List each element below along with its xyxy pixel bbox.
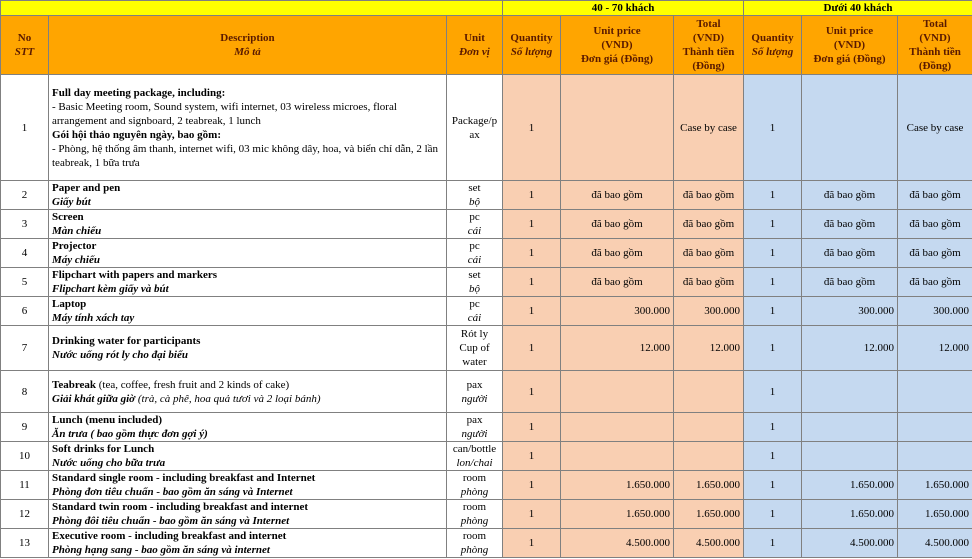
row-qty-2: 1 [744,529,802,558]
row-total-2: đã bao gồm [898,239,972,268]
row-qty-1: 1 [503,297,561,326]
row-no: 12 [1,500,49,529]
row-unit: room phòng [447,500,503,529]
row-qty-2: 1 [744,268,802,297]
row-price-2 [802,371,898,413]
row-qty-1: 1 [503,442,561,471]
row-total-2 [898,442,972,471]
row-description: Full day meeting package, including: - Basic Meeting room, Sound system, wifi internet, 03 wireless microes, floral arrangement and signboard, 2 teabreak, 1 lunch Gói hội thảo nguyên ngày, bao gồm: - Phòng, hệ thống âm thanh, internet wifi, 03 mic không dây, hoa, và biển chỉ dẫn, 2 lần teabreak, 1 bữa trưa [49,75,447,181]
row-price-2: đã bao gồm [802,181,898,210]
table-row [1,297,972,326]
row-total-2: 4.500.000 [898,529,972,558]
row-total-1 [674,413,744,442]
row-price-2: 12.000 [802,326,898,371]
row-price-2: đã bao gồm [802,239,898,268]
col-header-description: Description Mô tả [49,16,447,75]
row-no: 13 [1,529,49,558]
row-price-1 [561,75,674,181]
row-description: Soft drinks for Lunch Nước uống cho bữa trưa [49,442,447,471]
col-header-no: No STT [1,16,49,75]
row-description: Projector Máy chiếu [49,239,447,268]
group-header-under-40: Dưới 40 khách [744,1,972,16]
table-row [1,371,972,413]
row-qty-2: 1 [744,75,802,181]
row-total-1: 1.650.000 [674,471,744,500]
row-qty-1: 1 [503,268,561,297]
row-total-2: 1.650.000 [898,500,972,529]
row-description: Flipchart with papers and markers Flipchart kèm giấy và bút [49,268,447,297]
table-row [1,210,972,239]
row-total-2: 12.000 [898,326,972,371]
row-total-1: 12.000 [674,326,744,371]
row-description: Paper and pen Giấy bút [49,181,447,210]
table-row [1,442,972,471]
row-total-1: 1.650.000 [674,500,744,529]
group-header-row [1,1,972,16]
row-qty-2: 1 [744,371,802,413]
row-qty-2: 1 [744,442,802,471]
row-price-1: đã bao gồm [561,181,674,210]
row-price-1: đã bao gồm [561,239,674,268]
row-qty-1: 1 [503,500,561,529]
row-price-2: 300.000 [802,297,898,326]
row-price-2 [802,413,898,442]
row-total-2: đã bao gồm [898,268,972,297]
row-price-1: 1.650.000 [561,500,674,529]
row-description: Standard single room - including breakfast and Internet Phòng đơn tiêu chuẩn - bao gồm ăn sáng và Internet [49,471,447,500]
row-qty-2: 1 [744,413,802,442]
row-price-2 [802,75,898,181]
row-no: 6 [1,297,49,326]
row-unit: pc cái [447,210,503,239]
column-header-row [1,16,972,75]
table-row [1,471,972,500]
row-description: Drinking water for participants Nước uống rót ly cho đại biểu [49,326,447,371]
row-qty-1: 1 [503,181,561,210]
col-header-unit-price-1: Unit price (VND) Đơn giá (Đồng) [561,16,674,75]
row-description: Lunch (menu included) Ăn trưa ( bao gồm thực đơn gợi ý) [49,413,447,442]
col-header-quantity-1: Quantity Số lượng [503,16,561,75]
row-no: 3 [1,210,49,239]
row-unit: can/bottle lon/chai [447,442,503,471]
row-no: 2 [1,181,49,210]
row-unit: set bộ [447,268,503,297]
row-total-2: đã bao gồm [898,210,972,239]
row-price-1: đã bao gồm [561,210,674,239]
row-unit: Rót ly Cup of water [447,326,503,371]
row-qty-2: 1 [744,239,802,268]
row-total-1: 300.000 [674,297,744,326]
table-row [1,181,972,210]
table-row [1,500,972,529]
row-total-2 [898,413,972,442]
row-total-1: đã bao gồm [674,239,744,268]
col-header-unit: Unit Đơn vị [447,16,503,75]
row-total-1 [674,442,744,471]
row-unit: set bộ [447,181,503,210]
row-price-1: 1.650.000 [561,471,674,500]
row-qty-2: 1 [744,500,802,529]
table-row [1,413,972,442]
table-row [1,75,972,181]
row-total-2: đã bao gồm [898,181,972,210]
row-total-1: đã bao gồm [674,268,744,297]
row-no: 10 [1,442,49,471]
row-price-2 [802,442,898,471]
col-header-total-1: Total (VND) Thành tiền (Đồng) [674,16,744,75]
row-price-1: 12.000 [561,326,674,371]
row-total-1: Case by case [674,75,744,181]
row-total-2 [898,371,972,413]
row-price-2: đã bao gồm [802,268,898,297]
row-qty-1: 1 [503,210,561,239]
row-qty-2: 1 [744,181,802,210]
row-no: 5 [1,268,49,297]
row-total-2: 300.000 [898,297,972,326]
row-unit: room phòng [447,471,503,500]
row-no: 7 [1,326,49,371]
row-price-1: đã bao gồm [561,268,674,297]
table-row [1,326,972,371]
row-price-1: 300.000 [561,297,674,326]
row-price-1: 4.500.000 [561,529,674,558]
col-header-total-2: Total (VND) Thành tiền (Đồng) [898,16,972,75]
row-price-2: đã bao gồm [802,210,898,239]
row-unit: pax người [447,371,503,413]
row-qty-1: 1 [503,326,561,371]
row-total-1 [674,371,744,413]
row-no: 1 [1,75,49,181]
row-description: Standard twin room - including breakfast and internet Phòng đôi tiêu chuẩn - bao gồm ăn sáng và Internet [49,500,447,529]
row-total-2: 1.650.000 [898,471,972,500]
row-description: Laptop Máy tính xách tay [49,297,447,326]
row-unit: Package/pax [447,75,503,181]
row-qty-1: 1 [503,471,561,500]
row-total-1: 4.500.000 [674,529,744,558]
row-qty-1: 1 [503,413,561,442]
row-description: Screen Màn chiếu [49,210,447,239]
group-header-blank [1,1,503,16]
row-no: 4 [1,239,49,268]
row-total-1: đã bao gồm [674,181,744,210]
row-unit: pc cái [447,297,503,326]
row-qty-1: 1 [503,371,561,413]
row-qty-1: 1 [503,75,561,181]
row-description: Teabreak (tea, coffee, fresh fruit and 2 kinds of cake) Giải khát giữa giờ (trà, cà phê, hoa quả tươi và 2 loại bánh) [49,371,447,413]
table-row [1,239,972,268]
table-row [1,529,972,558]
row-description: Executive room - including breakfast and internet Phòng hạng sang - bao gồm ăn sáng và internet [49,529,447,558]
table-row [1,268,972,297]
row-no: 11 [1,471,49,500]
row-price-1 [561,442,674,471]
row-total-1: đã bao gồm [674,210,744,239]
col-header-unit-price-2: Unit price (VND) Đơn giá (Đồng) [802,16,898,75]
row-qty-1: 1 [503,239,561,268]
row-qty-2: 1 [744,210,802,239]
row-no: 9 [1,413,49,442]
row-qty-2: 1 [744,326,802,371]
row-price-1 [561,413,674,442]
row-qty-2: 1 [744,471,802,500]
row-qty-1: 1 [503,529,561,558]
row-no: 8 [1,371,49,413]
row-total-2: Case by case [898,75,972,181]
row-unit: pax người [447,413,503,442]
row-unit: pc cái [447,239,503,268]
row-price-2: 1.650.000 [802,471,898,500]
group-header-40-70: 40 - 70 khách [503,1,744,16]
row-qty-2: 1 [744,297,802,326]
row-price-1 [561,371,674,413]
row-unit: room phòng [447,529,503,558]
row-price-2: 4.500.000 [802,529,898,558]
col-header-quantity-2: Quantity Số lượng [744,16,802,75]
row-price-2: 1.650.000 [802,500,898,529]
